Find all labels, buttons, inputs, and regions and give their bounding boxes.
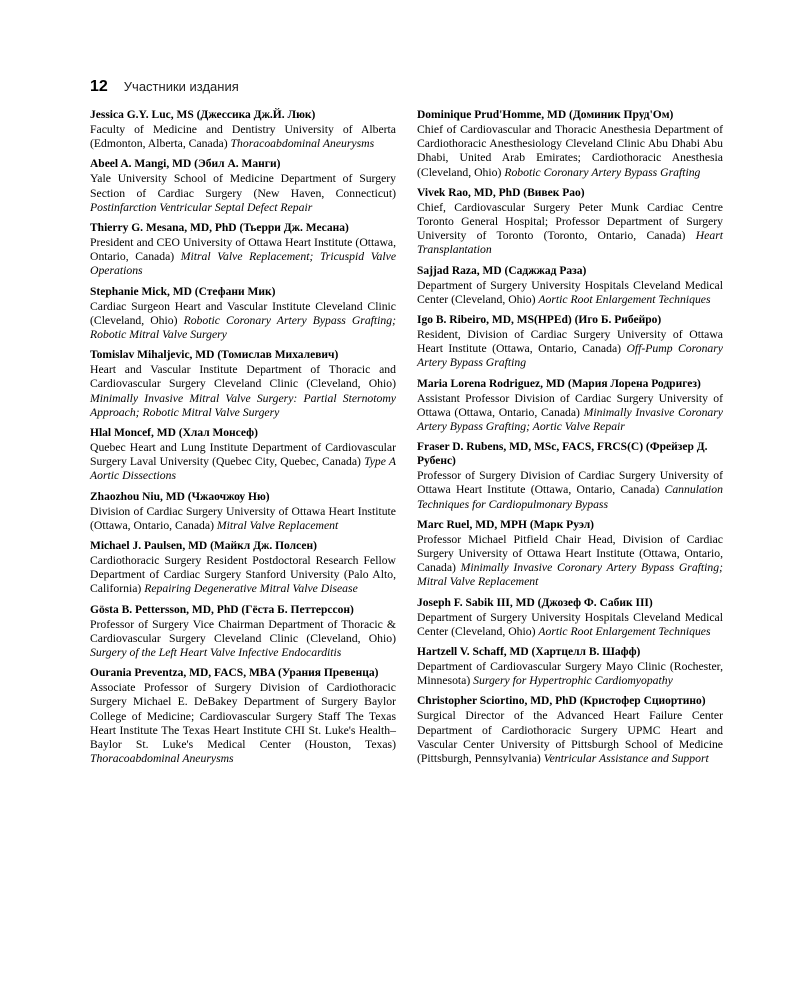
contributor-affiliation: Resident, Division of Cardiac Surgery University of Ottawa Heart Institute (Ottawa, Ontario, Canada)	[417, 328, 723, 356]
contributor-entry	[417, 377, 723, 435]
contributor-topic: Aortic Root Enlargement Techniques	[538, 624, 711, 638]
contributor-name: Dominique Prud'Homme, MD (Доминик Пруд'Ом)	[417, 109, 674, 121]
contributor-affiliation: Chief, Cardiovascular Surgery Peter Munk Cardiac Centre Toronto General Hospital; Professor Department of Surgery University of Toronto (Toronto, Ontario, Canada)	[417, 200, 723, 243]
contributor-text	[90, 363, 396, 420]
contributor-topic: Aortic Root Enlargement Techniques	[538, 292, 711, 306]
contributor-affiliation: Quebec Heart and Lung Institute Department of Cardiovascular Surgery Laval University (Quebec City, Quebec, Canada)	[90, 441, 396, 469]
contributor-name: Stephanie Mick, MD (Стефани Мик)	[90, 285, 276, 298]
contributor-name: Jessica G.Y. Luc, MS (Джессика Дж.Й. Люк)	[90, 109, 316, 121]
page-header	[90, 78, 239, 100]
contributor-topic: Mitral Valve Replacement; Tricuspid Valve Operations	[90, 250, 397, 278]
contributor-topic: Off-Pump Coronary Artery Bypass Grafting	[417, 342, 723, 370]
contributor-topic: Ventricular Assistance and Support	[543, 752, 709, 766]
contributor-affiliation: Department of Surgery University Hospitals Cleveland Medical Center (Cleveland, Ohio)	[417, 610, 723, 638]
contributor-entry	[90, 108, 396, 151]
page-number: 12	[90, 78, 108, 95]
contributor-entry	[90, 285, 396, 343]
contributor-text	[417, 123, 723, 180]
contributor-name: Maria Lorena Rodriguez, MD (Мария Лорена Родригез)	[417, 377, 701, 390]
contributor-entry	[417, 440, 723, 512]
contributor-topic: Minimally Invasive Coronary Artery Bypass Grafting; Mitral Valve Replacement	[417, 561, 723, 589]
contributor-text	[417, 533, 723, 590]
contributor-entry	[90, 157, 396, 215]
contributor-text	[90, 441, 396, 484]
contributor-entry	[417, 518, 723, 590]
contributor-name: Joseph F. Sabik III, MD (Джозеф Ф. Сабик III)	[417, 596, 653, 609]
contributor-entry	[417, 645, 723, 688]
contributor-text	[417, 709, 723, 766]
contributor-entry	[90, 490, 396, 533]
contributor-name: Thierry G. Mesana, MD, PhD (Тьерри Дж. Месана)	[90, 222, 349, 235]
contributor-topic: Repairing Degenerative Mitral Valve Disease	[144, 582, 358, 596]
contributor-entry	[90, 221, 396, 279]
contributor-entry	[417, 264, 723, 307]
contributor-name: Igo B. Ribeiro, MD, MS(HPEd) (Иго Б. Рибейро)	[417, 314, 662, 327]
contributor-text	[417, 279, 723, 307]
contributor-affiliation: Professor Michael Pitfield Chair Head, Division of Cardiac Surgery University of Ottawa Heart Institute (Ottawa, Ontario, Canada)	[417, 532, 723, 575]
contributor-entry	[90, 603, 396, 661]
contributor-text	[90, 554, 396, 597]
contributor-affiliation: Department of Surgery University Hospitals Cleveland Medical Center (Cleveland, Ohio)	[417, 278, 723, 306]
contributor-affiliation: President and CEO University of Ottawa Heart Institute (Ottawa, Ontario, Canada)	[90, 236, 396, 264]
running-head: Участники издания	[123, 79, 239, 94]
contributor-text	[90, 123, 396, 151]
contributor-name: Hlal Moncef, MD (Хлал Монсеф)	[90, 427, 258, 440]
contributor-text	[90, 236, 396, 279]
contributor-name: Marc Ruel, MD, MPH (Марк Руэл)	[417, 518, 594, 531]
contributor-text	[90, 172, 396, 215]
contributor-entry	[90, 666, 396, 766]
contributor-topic: Thoracoabdominal Aneurysms	[90, 752, 234, 766]
contributor-name: Gösta B. Pettersson, MD, PhD (Гёста Б. Петтерссон)	[90, 603, 354, 616]
contributor-topic: Cannulation Techniques for Cardiopulmonary Bypass	[417, 483, 723, 511]
contributor-affiliation: Heart and Vascular Institute Department of Thoracic and Cardiovascular Surgery Cleveland Clinic (Cleveland, Ohio)	[90, 363, 396, 391]
contributor-name: Zhaozhou Niu, MD (Чжаочжоу Ню)	[90, 490, 270, 503]
left-column	[90, 108, 396, 773]
contributor-topic: Type A Aortic Dissections	[90, 455, 397, 483]
contributor-text	[90, 300, 396, 343]
contributor-affiliation: Cardiothoracic Surgery Resident Postdoctoral Research Fellow Department of Cardiac Surgery Stanford University (Palo Alto, California)	[90, 554, 396, 596]
contributor-affiliation: Professor of Surgery Division of Cardiac Surgery University of Ottawa Heart Institute (Ottawa, Ontario, Canada)	[417, 469, 723, 497]
contributor-affiliation: Surgical Director of the Advanced Heart Failure Center Department of Cardiothoracic Surgery UPMC Heart and Vascular Center University of Pittsburgh School of Medicine (Pittsburgh, Pennsylvania)	[417, 709, 723, 766]
contributor-entry	[90, 348, 396, 420]
contributor-entry	[90, 426, 396, 484]
contributor-entry	[417, 108, 723, 180]
contributor-topic: Surgery of the Left Heart Valve Infective Endocarditis	[90, 646, 342, 660]
contributor-topic: Surgery for Hypertrophic Cardiomyopathy	[473, 674, 673, 688]
contributor-name: Hartzell V. Schaff, MD (Хартцелл В. Шафф)	[417, 646, 641, 659]
contributor-name: Sajjad Raza, MD (Саджжад Раза)	[417, 264, 587, 277]
contributor-entry	[417, 313, 723, 371]
contributor-topic: Robotic Coronary Artery Bypass Grafting; Robotic Mitral Valve Surgery	[90, 313, 397, 342]
contributor-topic: Heart Transplantation	[417, 229, 724, 257]
contributor-topic: Postinfarction Ventricular Septal Defect Repair	[90, 200, 313, 214]
contributor-affiliation: Faculty of Medicine and Dentistry University of Alberta (Edmonton, Alberta, Canada)	[90, 123, 396, 151]
contributor-name: Christopher Sciortino, MD, PhD (Кристофер Сциортино)	[417, 695, 706, 708]
contributor-affiliation: Professor of Surgery Vice Chairman Department of Thoracic & Cardiovascular Surgery Cleveland Clinic (Cleveland, Ohio)	[90, 617, 396, 645]
contributor-text	[417, 201, 723, 258]
contributor-entry	[417, 596, 723, 639]
contributor-affiliation: Associate Professor of Surgery Division of Cardiothoracic Surgery Michael E. DeBakey Department of Surgery Baylor College of Medicine; Cardiovascular Surgery Staff The Texas Heart Institute The Texas Heart Institute CHI St. Luke's Health–Baylor St. Luke's Medical Center (Houston, Texas)	[90, 681, 396, 752]
contributor-text	[90, 681, 396, 766]
contributor-topic: Mitral Valve Replacement	[216, 518, 339, 532]
contributor-affiliation: Yale University School of Medicine Department of Surgery Section of Cardiac Surgery (New Haven, Connecticut)	[90, 172, 396, 200]
contributor-topic: Minimally Invasive Mitral Valve Surgery: Partial Sternotomy Approach; Robotic Mitral Valve Surgery	[90, 391, 396, 419]
contributor-text	[417, 392, 723, 435]
contributor-text	[417, 660, 723, 688]
contributor-text	[417, 328, 723, 371]
contributor-entry	[90, 539, 396, 597]
contributor-name: Ourania Preventza, MD, FACS, MBA (Урания Превенца)	[90, 667, 379, 680]
contributor-entry	[417, 694, 723, 766]
contributor-topic: Minimally Invasive Coronary Artery Bypass Grafting; Aortic Valve Repair	[417, 405, 723, 434]
contributor-affiliation: Assistant Professor Division of Cardiac Surgery University of Ottawa (Ottawa, Ontario, Canada)	[417, 391, 723, 419]
contributor-affiliation: Chief of Cardiovascular and Thoracic Anesthesia Department of Cardiothoracic Anesthesiology Cleveland Clinic Abu Dhabi Abu Dhabi, United Arab Emirates; Cardiothoracic Anesthesia (Cleveland, Ohio)	[417, 123, 723, 179]
contributor-text	[90, 505, 396, 533]
contributor-topic: Thoracoabdominal Aneurysms	[230, 137, 375, 151]
right-column	[417, 108, 723, 772]
contributor-name: Vivek Rao, MD, PhD (Вивек Рао)	[417, 186, 585, 199]
contributor-name: Michael J. Paulsen, MD (Майкл Дж. Полсен)	[90, 540, 317, 553]
contributor-affiliation: Division of Cardiac Surgery University of Ottawa Heart Institute (Ottawa, Ontario, Canada)	[90, 504, 396, 532]
contributor-entry	[417, 186, 723, 258]
contributor-name: Tomislav Mihaljevic, MD (Томислав Михалевич)	[90, 349, 339, 362]
contributor-affiliation: Department of Cardiovascular Surgery Mayo Clinic (Rochester, Minnesota)	[417, 660, 723, 688]
contributor-text	[417, 469, 723, 512]
contributor-text	[417, 611, 723, 639]
contributor-topic: Robotic Coronary Artery Bypass Grafting	[504, 165, 701, 179]
contributor-name: Abeel A. Mangi, MD (Эбил А. Манги)	[90, 158, 281, 171]
contributor-name: Fraser D. Rubens, MD, MSc, FACS, FRCS(C) (Фрейзер Д. Рубенс)	[417, 441, 708, 468]
contributor-text	[90, 618, 396, 661]
contributor-affiliation: Cardiac Surgeon Heart and Vascular Institute Cleveland Clinic (Cleveland, Ohio)	[90, 299, 396, 327]
